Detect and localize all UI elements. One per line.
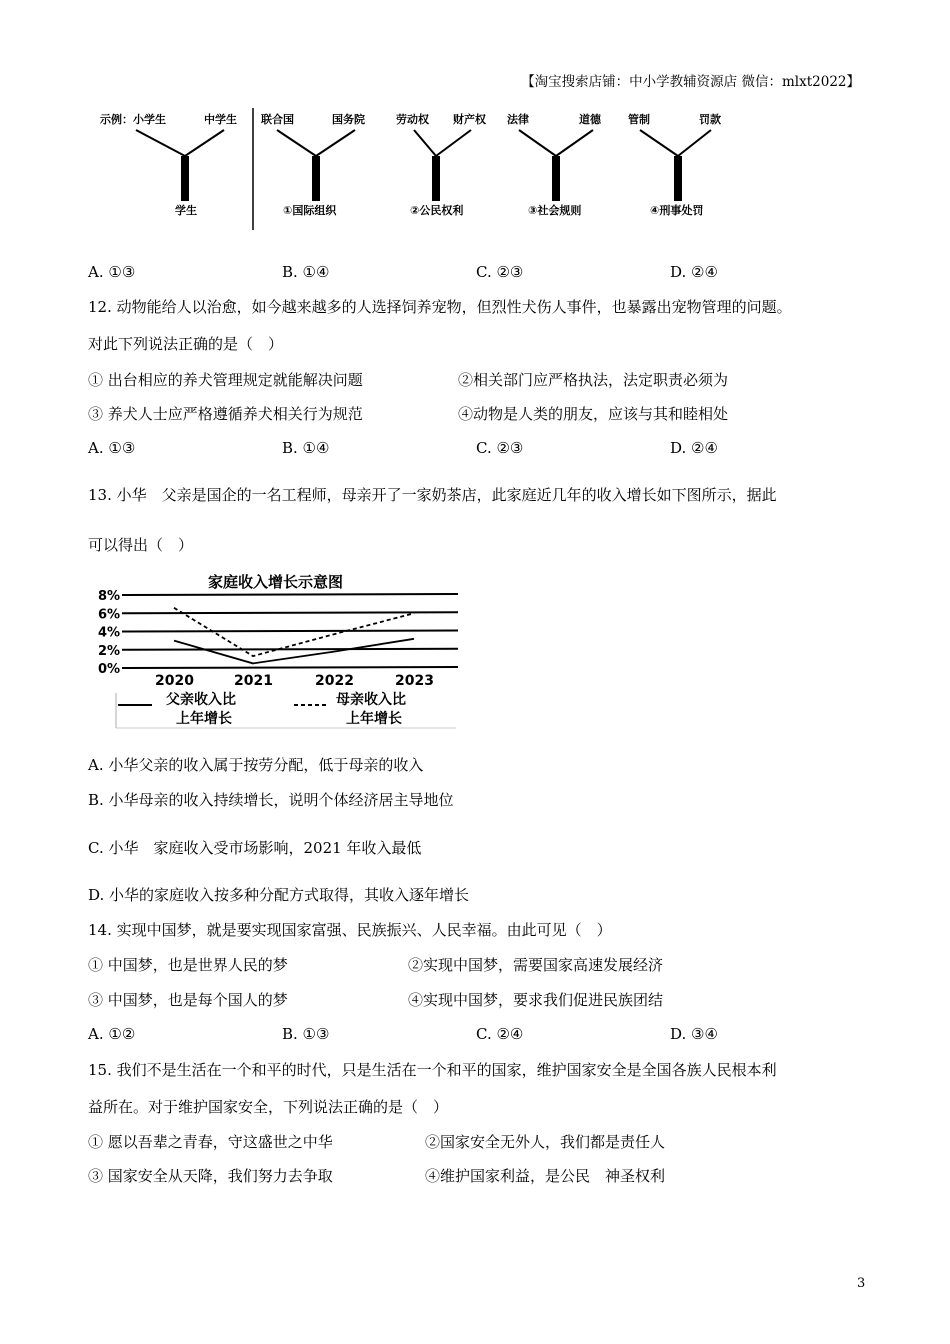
y-label-left: 劳动权	[396, 113, 429, 126]
q12-stem-line1: 12. 动物能给人以治愈，如今越来越多的人选择饲养宠物，但烈性犬伤人事件，也暴露出宠物管理的问题。	[88, 298, 792, 316]
chart-x-ticks	[155, 673, 434, 689]
x-tick-label: 2022	[315, 673, 354, 689]
y-label-right: 罚款	[699, 113, 721, 126]
q15-stem-line2: 益所在。对于维护国家安全，下列说法正确的是（ ）	[88, 1098, 449, 1116]
q15-statement-2: ②国家安全无外人，我们都是责任人	[425, 1133, 666, 1151]
gridline	[122, 649, 458, 650]
chart-series	[174, 608, 414, 664]
q15-statement-4: ④维护国家利益，是公民 神圣权利	[425, 1167, 666, 1185]
y-label-right: 中学生	[204, 113, 237, 126]
y-label-left: 法律	[507, 113, 529, 126]
y-item-3	[507, 112, 602, 217]
y-tick-label: 4%	[98, 625, 121, 641]
y-example	[100, 112, 237, 217]
y-tick-label: 0%	[98, 662, 121, 677]
income-growth-chart	[96, 566, 466, 732]
legend-father-line1: 父亲收入比	[166, 692, 236, 708]
page-header: 【淘宝搜索店铺：中小学教辅资源店 微信：mlxt2022】	[521, 74, 860, 90]
q12-option-d: D. ②④	[670, 439, 718, 457]
q15-statement-1: ① 愿以吾辈之青春，守这盛世之中华	[88, 1133, 333, 1151]
y-tick-label: 6%	[98, 607, 121, 623]
q13-option-d: D. 小华的家庭收入按多种分配方式取得，其收入逐年增长	[88, 886, 470, 904]
q14-option-c: C. ②④	[476, 1025, 524, 1043]
q13-option-a: A. 小华父亲的收入属于按劳分配，低于母亲的收入	[88, 756, 424, 774]
gridline	[122, 612, 458, 613]
x-tick-label: 2020	[155, 673, 194, 689]
gridline	[122, 631, 458, 632]
q11-option-d: D. ②④	[670, 263, 718, 281]
q11-option-b: B. ①④	[282, 263, 330, 281]
y-item-1	[261, 112, 365, 217]
q14-option-a: A. ①②	[88, 1025, 136, 1043]
q14-statement-2: ②实现中国梦，需要国家高速发展经济	[408, 956, 664, 974]
q13-stem-line2: 可以得出（ ）	[88, 536, 194, 554]
x-tick-label: 2023	[395, 673, 434, 689]
y-label-left: 管制	[628, 113, 650, 126]
q14-statement-3: ③ 中国梦，也是每个国人的梦	[88, 991, 288, 1009]
q14-option-d: D. ③④	[670, 1025, 718, 1043]
x-tick-label: 2021	[234, 673, 273, 689]
legend-mother-line2: 上年增长	[346, 711, 402, 727]
q12-stem-line2: 对此下列说法正确的是（ ）	[88, 335, 284, 353]
q12-option-c: C. ②③	[476, 439, 524, 457]
chart-y-ticks	[98, 589, 120, 677]
q12-statement-3: ③ 养犬人士应严格遵循养犬相关行为规范	[88, 405, 363, 423]
chart-legend	[116, 691, 456, 728]
chart-gridlines	[122, 594, 458, 668]
y-item-4	[628, 112, 722, 217]
series-father-line	[174, 639, 414, 664]
q12-option-a: A. ①③	[88, 439, 136, 457]
q11-option-a: A. ①③	[88, 263, 136, 281]
legend-father-line2: 上年增长	[176, 711, 232, 727]
q12-option-b: B. ①④	[282, 439, 330, 457]
y-label-left: 示例：小学生	[100, 113, 166, 126]
y-label-bottom: 学生	[175, 204, 197, 217]
legend-mother-line1: 母亲收入比	[336, 692, 406, 708]
y-label-left: 联合国	[261, 113, 294, 126]
y-label-right: 国务院	[332, 113, 365, 126]
q12-statement-4: ④动物是人类的朋友，应该与其和睦相处	[458, 405, 729, 423]
q13-stem-line1: 13. 小华 父亲是国企的一名工程师，母亲开了一家奶茶店，此家庭近几年的收入增长如下图所示，据此	[88, 486, 777, 504]
q13-option-c: C. 小华 家庭收入受市场影响，2021 年收入最低	[88, 839, 422, 857]
y-label-bottom: ②公民权利	[410, 204, 464, 217]
y-label-right: 财产权	[453, 113, 486, 126]
y-tick-label: 2%	[98, 643, 121, 659]
page-number: 3	[857, 1276, 866, 1291]
q15-stem-line1: 15. 我们不是生活在一个和平的时代，只是生活在一个和平的国家，维护国家安全是全国各族人民根本利	[88, 1061, 777, 1079]
y-label-right: 道德	[579, 113, 601, 126]
y-label-bottom: ①国际组织	[283, 204, 337, 217]
y-label-bottom: ③社会规则	[528, 204, 582, 217]
q11-y-diagram	[96, 106, 756, 236]
chart-title: 家庭收入增长示意图	[208, 573, 344, 591]
q13-option-b: B. 小华母亲的收入持续增长，说明个体经济居主导地位	[88, 791, 454, 809]
y-item-2	[396, 112, 487, 217]
y-tick-label: 8%	[98, 589, 121, 604]
q14-statement-1: ① 中国梦，也是世界人民的梦	[88, 956, 288, 974]
q12-statement-1: ① 出台相应的养犬管理规定就能解决问题	[88, 371, 363, 389]
gridline	[122, 667, 458, 668]
q14-stem: 14. 实现中国梦，就是要实现国家富强、民族振兴、人民幸福。由此可见（ ）	[88, 921, 612, 939]
q14-statement-4: ④实现中国梦，要求我们促进民族团结	[408, 991, 664, 1009]
q11-option-c: C. ②③	[476, 263, 524, 281]
gridline	[122, 594, 458, 595]
y-label-bottom: ④刑事处罚	[650, 204, 704, 217]
q14-option-b: B. ①③	[282, 1025, 330, 1043]
q15-statement-3: ③ 国家安全从天降，我们努力去争取	[88, 1167, 333, 1185]
q12-statement-2: ②相关部门应严格执法，法定职责必须为	[458, 371, 729, 389]
